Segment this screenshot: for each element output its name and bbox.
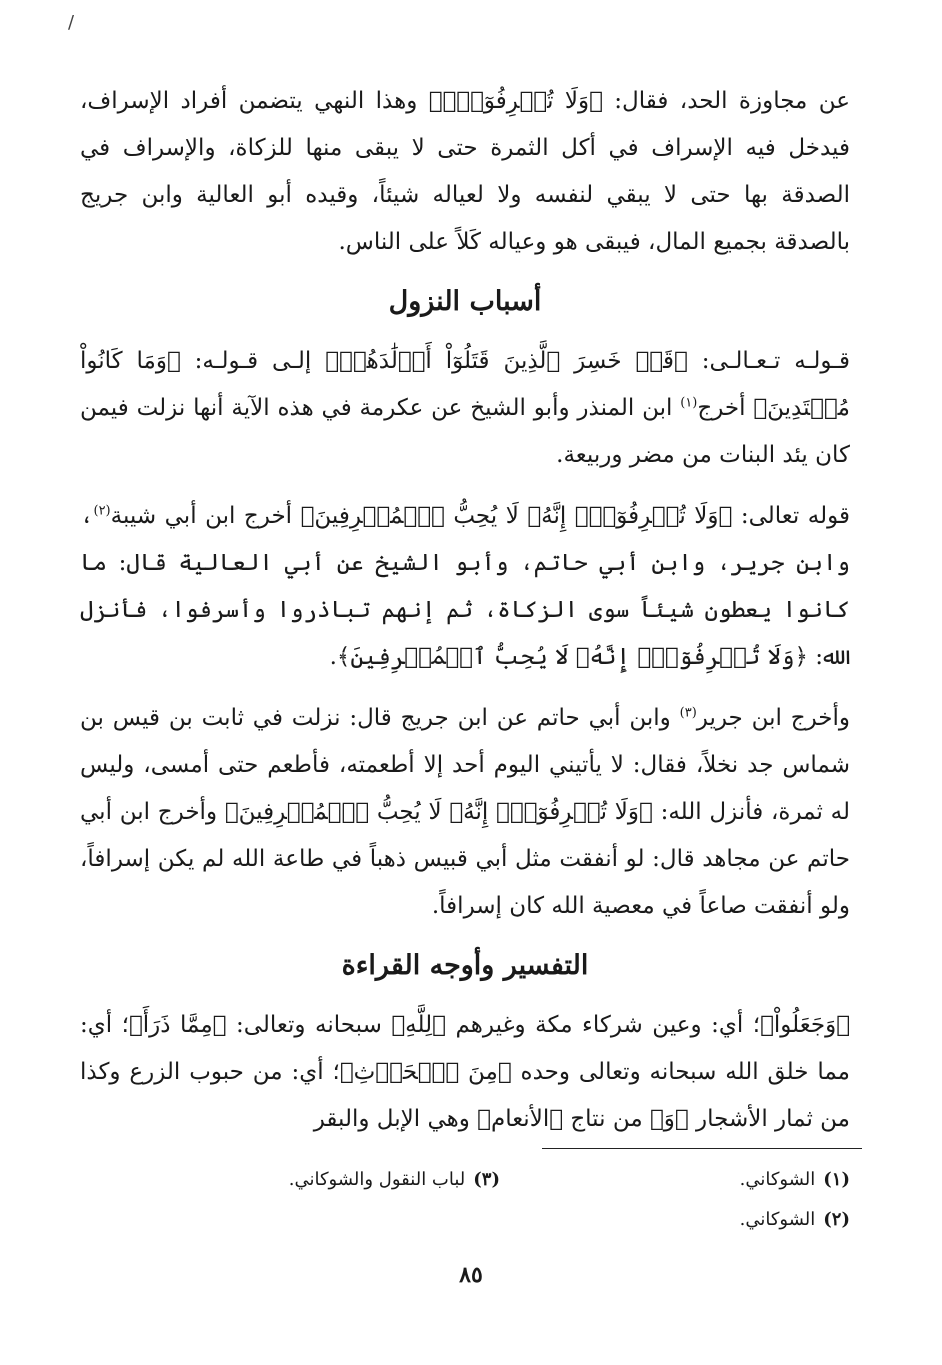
paragraph-nuzul-2 <box>80 493 850 681</box>
paragraph-tafsir: ﴿وَجَعَلُواْ﴾؛ أي: وعين شركاء مكة وغيرهم ﴿لِلَّهِ﴾ سبحانه وتعالى: ﴿مِمَّا ذَرَأَ﴾؛ أي: مما خلق الله سبحانه وتعالى وحده ﴿مِنَ ٱلۡحَرۡثِ﴾؛ أي: من حبوب الزرع وكذا من ثمار الأشجار ﴿وَ﴾ من نتاج ﴿الأنعام﴾ وهي الإبل والبقر <box>80 1012 850 1132</box>
footnote-text: الشوكاني. <box>739 1169 816 1190</box>
heading-tafsir: التفسير وأوجه القراءة <box>341 950 589 981</box>
footnote-3 <box>150 1160 500 1200</box>
text: ، وابن جرير، وابن أبي حاتم، وأبو الشيخ عن أبي العالية قال: ما كانوا يعطون شيئاً سوى الزكاة، ثم إنهم تباذروا وأسرفوا، فأنزل الله: ﴿وَلَا تُسۡرِفُوٓاْۚ إِنَّهُۥ لَا يُحِبُّ ٱلۡمُسۡرِفِينَ﴾. <box>80 503 850 670</box>
paragraph-nuzul-1 <box>80 338 850 479</box>
footnote-ref-3: (٣) <box>679 705 697 721</box>
footnote-row <box>150 1160 850 1200</box>
footnote-ref-2: (٢) <box>93 503 111 519</box>
footnotes <box>150 1160 850 1240</box>
page-number: ٨٥ <box>459 1262 483 1288</box>
text: وأخرج ابن جرير <box>696 705 850 731</box>
text: ابن المنذر وأبو الشيخ عن عكرمة في هذه الآية أنها نزلت فيمن كان يئد البنات من مضر وربيعة. <box>80 395 850 468</box>
footnote-text: لباب النقول والشوكاني. <box>288 1169 466 1190</box>
paragraph-intro: عن مجاوزة الحد، فقال: ﴿وَلَا تُسۡرِفُوٓاْۚ﴾ وهذا النهي يتضمن أفراد الإسراف، فيدخل فيه الإسراف في أكل الثمرة حتى لا يبقى منها للزكاة، والإسراف في الصدقة بها حتى لا يبقي لنفسه ولا لعياله شيئاً، وقيده أبو العالية وابن جريج بالصدقة بجميع المال، فيبقى هو وعياله كَلاً على الناس. <box>80 88 850 255</box>
footnote-number: (٣) <box>473 1169 500 1190</box>
footnote-2 <box>490 1200 850 1240</box>
footnote-text: الشوكاني. <box>739 1209 816 1230</box>
footnote-separator <box>542 1148 862 1149</box>
footnote-number: (٢) <box>823 1209 850 1230</box>
text: قوله تعالى: ﴿وَلَا تُسۡرِفُوٓاْۚ إِنَّهُۥ لَا يُحِبُّ ٱلۡمُسۡرِفِينَ﴾ أخرج ابن أبي شيبة <box>110 503 850 529</box>
footnote-1 <box>500 1160 850 1200</box>
footnote-row <box>150 1200 850 1240</box>
corner-mark: / <box>68 12 75 33</box>
text: قـولـه تـعـالـى: ﴿قَدۡ خَسِرَ ٱلَّذِينَ قَتَلُوٓاْ أَوۡلَٰدَهُمۡ﴾ إلـى قـولـه: ﴿وَمَا كَانُواْ مُهۡتَدِينَ﴾ أخرج <box>80 348 850 421</box>
page-body <box>80 78 850 1157</box>
paragraph-nuzul-3 <box>80 695 850 930</box>
heading-asbab-al-nuzul: أسباب النزول <box>388 286 542 317</box>
footnote-ref-1: (١) <box>680 395 698 411</box>
footnote-number: (١) <box>823 1169 850 1190</box>
text: وابن أبي حاتم عن ابن جريج قال: نزلت في ثابت بن قيس بن شماس جد نخلاً، فقال: لا يأتيني اليوم أحد إلا أطعمته، فأطعم حتى أمسى، وليس له ثمرة، فأنزل الله: ﴿وَلَا تُسۡرِفُوٓاْۚ إِنَّهُۥ لَا يُحِبُّ ٱلۡمُسۡرِفِينَ﴾ وأخرج ابن أبي حاتم عن مجاهد قال: لو أنفقت مثل أبي قبيس ذهباً في طاعة الله لم يكن إسرافاً، ولو أنفقت صاعاً في معصية الله كان إسرافاً. <box>80 705 850 919</box>
